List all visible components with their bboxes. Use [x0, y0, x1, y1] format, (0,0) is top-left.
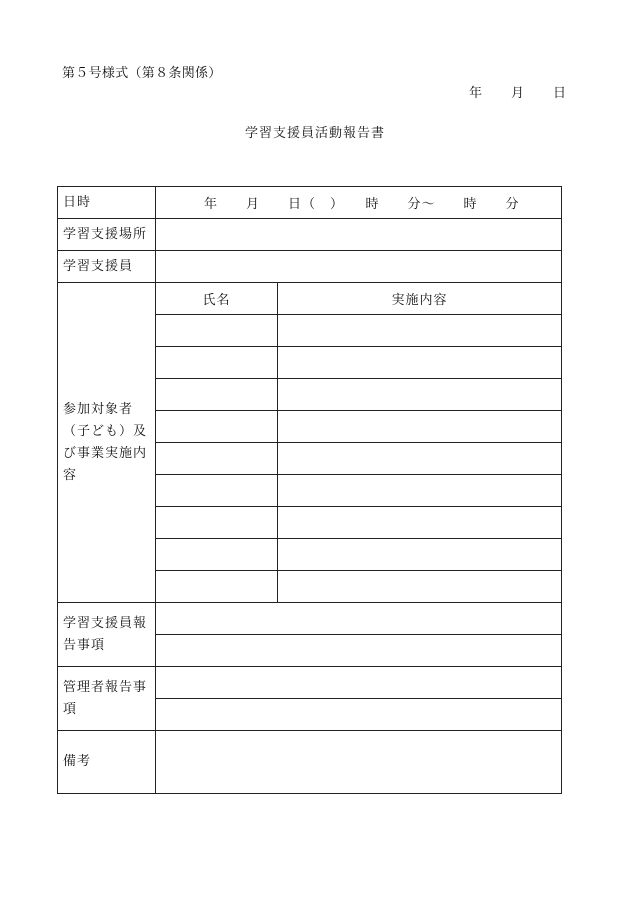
place-value-cell: [156, 219, 562, 251]
admin-report-line: [156, 667, 562, 699]
staff-value-cell: [156, 251, 562, 283]
participant-content-cell: [278, 443, 562, 475]
participant-name-cell: [156, 507, 278, 539]
admin-report-label: 管理者報告事 項: [58, 667, 156, 731]
participant-content-cell: [278, 411, 562, 443]
staff-label: 学習支援員: [58, 251, 156, 283]
participant-name-cell: [156, 571, 278, 603]
participant-content-cell: [278, 475, 562, 507]
datetime-label: 日時: [58, 187, 156, 219]
remarks-value-cell: [156, 731, 562, 794]
participant-content-cell: [278, 347, 562, 379]
document-title: 学習支援員活動報告書: [244, 126, 385, 141]
participant-content-cell: [278, 571, 562, 603]
header-date: 年 月 日: [469, 86, 568, 101]
participant-content-cell: [278, 379, 562, 411]
participant-name-cell: [156, 443, 278, 475]
admin-report-line: [156, 699, 562, 731]
participant-content-header: 実施内容: [278, 283, 562, 315]
place-label: 学習支援場所: [58, 219, 156, 251]
participant-content-cell: [278, 507, 562, 539]
staff-report-line: [156, 603, 562, 635]
staff-report-label: 学習支援員報 告事項: [58, 603, 156, 667]
participant-content-cell: [278, 315, 562, 347]
participant-content-cell: [278, 539, 562, 571]
form-number: 第５号様式（第８条関係）: [62, 66, 222, 81]
participant-name-cell: [156, 379, 278, 411]
participant-name-cell: [156, 315, 278, 347]
remarks-label: 備考: [58, 731, 156, 794]
participant-name-cell: [156, 475, 278, 507]
participant-name-cell: [156, 539, 278, 571]
report-table: [57, 186, 562, 794]
participant-name-cell: [156, 411, 278, 443]
participant-name-cell: [156, 347, 278, 379]
participant-name-header: 氏名: [156, 283, 278, 315]
staff-report-line: [156, 635, 562, 667]
participants-label: 参加対象者 （子ども）及 び事業実施内 容: [58, 283, 156, 603]
datetime-value: 年 月 日（ ） 時 分～ 時 分: [156, 187, 562, 219]
